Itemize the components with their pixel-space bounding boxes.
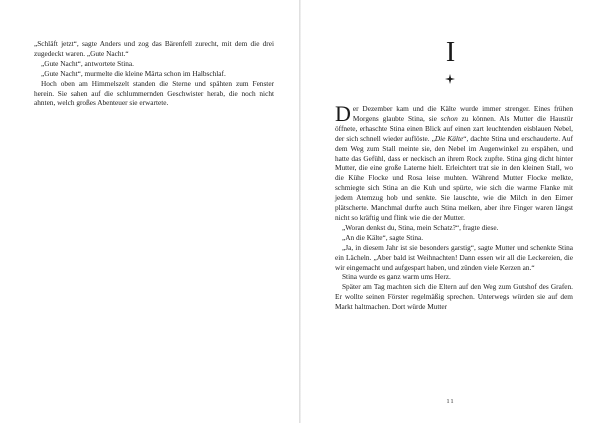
emphasis: Die Kälte	[434, 133, 464, 143]
four-point-star-icon	[445, 74, 455, 84]
paragraph: „Schläft jetzt“, sagte Anders und zog das Bärenfell zurecht, mit dem die drei zugedeckt waren. „Gute Nacht.“	[34, 39, 274, 58]
paragraph: „Woran denkst du, Stina, mein Schatz?“, fragte diese.	[342, 222, 499, 232]
chapter-number: I	[445, 37, 456, 68]
emphasis: schon	[440, 113, 458, 123]
paragraph: Stina wurde es ganz warm ums Herz.	[342, 272, 451, 282]
paragraph: Hoch oben am Himmelszelt standen die Sterne und spähten zum Fenster herein. Sie sahen auf die schlummernden Geschwister herab, die noch nicht ahnten, welch großes Abenteuer sie erwartete.	[34, 78, 274, 108]
drop-cap: D	[335, 101, 351, 126]
text-run: zu können. Als Mutter die Haustür öffnete, erhaschte Stina einen Blick auf einen zart leuchtenden eisblauen Nebel, der sich schnell wieder auflöste. „	[335, 113, 574, 143]
page-number: 11	[446, 398, 455, 405]
opening-paragraph	[335, 101, 574, 223]
text-run: er Dezember kam und die Kälte wurde immer strenger. Eines frühen Morgens glaubte Stina, sie	[352, 104, 573, 123]
paragraph: Später am Tag machten sich die Eltern auf den Weg zum Gutshof des Grafen. Er wollte seinen Förster regelmäßig sprechen. Unterwegs würden sie auf dem Markt haltmachen. Dort würde Mutter	[335, 282, 573, 312]
text-run: “, dachte Stina und erschauderte. Auf dem Weg zum Stall meinte sie, den Nebel im Augenwinkel zu erspähen, und hatte das Gefühl, dass er neckisch an ihrem Rock zupfte. Stina ging dicht hinter Mutter, die eine große Laterne hielt. Erleichtert trat sie in den kleinen Stall, wo die Kühe Flocke und Rosa leise muhten. Während Mutter Flocke melkte, schmiegte sich Stina an die Kuh und spürte, wie sich die warme Flanke mit jedem Atemzug hob und senkte. Sie lauschte, wie die Milch in den Eimer plätscherte. Manchmal durfte auch Stina melken, aber ihre Finger waren längst nicht so kräftig und flink wie die der Mutter.	[335, 133, 574, 222]
right-page	[301, 0, 600, 423]
paragraph: „An die Kälte“, sagte Stina.	[342, 232, 424, 242]
paragraph: „Gute Nacht“, antwortete Stina.	[41, 58, 134, 68]
paragraph: „Gute Nacht“, murmelte die kleine Märta schon im Halbschlaf.	[41, 68, 226, 78]
right-page-text	[335, 101, 574, 312]
left-page-text	[34, 39, 274, 108]
paragraph: „Ja, in diesem Jahr ist sie besonders garstig“, sagte Mutter und schenkte Stina ein Lächeln. „Aber bald ist Weihnachten! Dann essen wir all die Leckereien, die wir eingemacht und aufgespart haben, und zünden viele Kerzen an.“	[335, 242, 573, 272]
left-page	[0, 0, 299, 423]
